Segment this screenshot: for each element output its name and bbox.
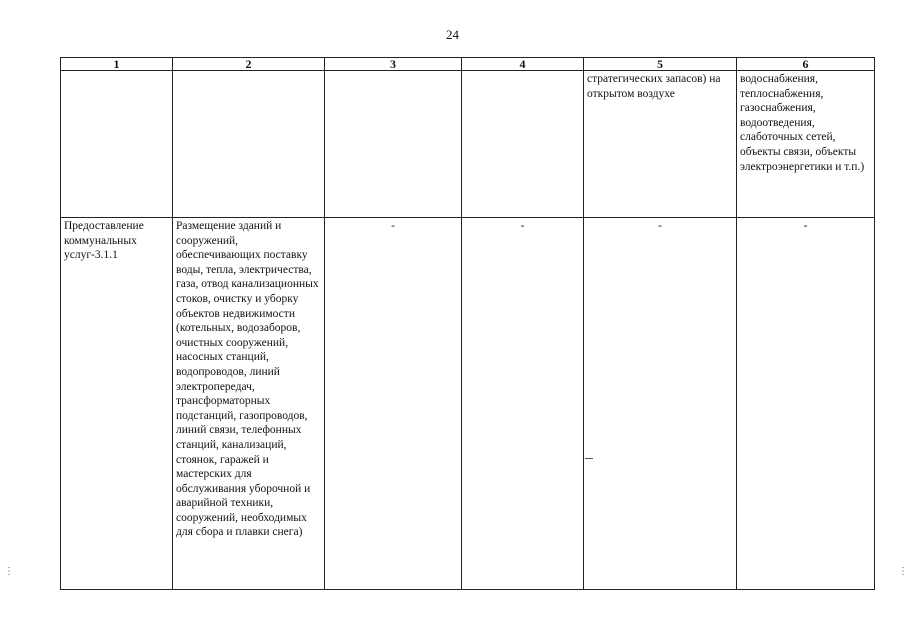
page-number: 24: [446, 27, 459, 42]
table-row: [61, 71, 875, 218]
table-cell: Размещение зданий и сооружений, обеспечивающих поставку воды, тепла, электричества, газа, отвод канализационных стоков, очистку и уборку объектов недвижимости (котельных, водозаборов, очистных сооружений, насосных станций, водопроводов, линий электропередач, трансформаторных подстанций, газопроводов, линий связи, телефонных станций, канализаций, стоянок, гаражей и мастерских для обслуживания уборочной и аварийной техники, сооружений, необходимых для сбора и плавки снега): [173, 218, 325, 590]
table-cell: стратегических запасов) на открытом воздухе: [584, 71, 737, 218]
table-cell: -: [462, 218, 584, 590]
column-header-6: 6: [737, 58, 875, 71]
column-header-4: 4: [462, 58, 584, 71]
table-cell: -: [584, 218, 737, 590]
table-cell: -: [737, 218, 875, 590]
table-cell: водоснабжения, теплоснабжения, газоснабжения, водоотведения, слаботочных сетей, объекты связи, объекты электроэнергетики и т.п.): [737, 71, 875, 218]
table-cell: [173, 71, 325, 218]
column-header-3: 3: [325, 58, 462, 71]
column-header-1: 1: [61, 58, 173, 71]
table-cell: [325, 71, 462, 218]
column-header-5: 5: [584, 58, 737, 71]
land-use-table: [60, 57, 875, 590]
table-cell: -: [325, 218, 462, 590]
stray-dash-mark: [585, 458, 593, 459]
left-edge-mark: ⋮: [4, 566, 14, 577]
column-header-2: 2: [173, 58, 325, 71]
table-cell: [61, 71, 173, 218]
table-cell: Предоставление коммунальных услуг-3.1.1: [61, 218, 173, 590]
table-row: [61, 218, 875, 590]
right-edge-mark: ⋮: [898, 566, 908, 577]
table-cell: [462, 71, 584, 218]
table-header-row: [61, 58, 875, 71]
